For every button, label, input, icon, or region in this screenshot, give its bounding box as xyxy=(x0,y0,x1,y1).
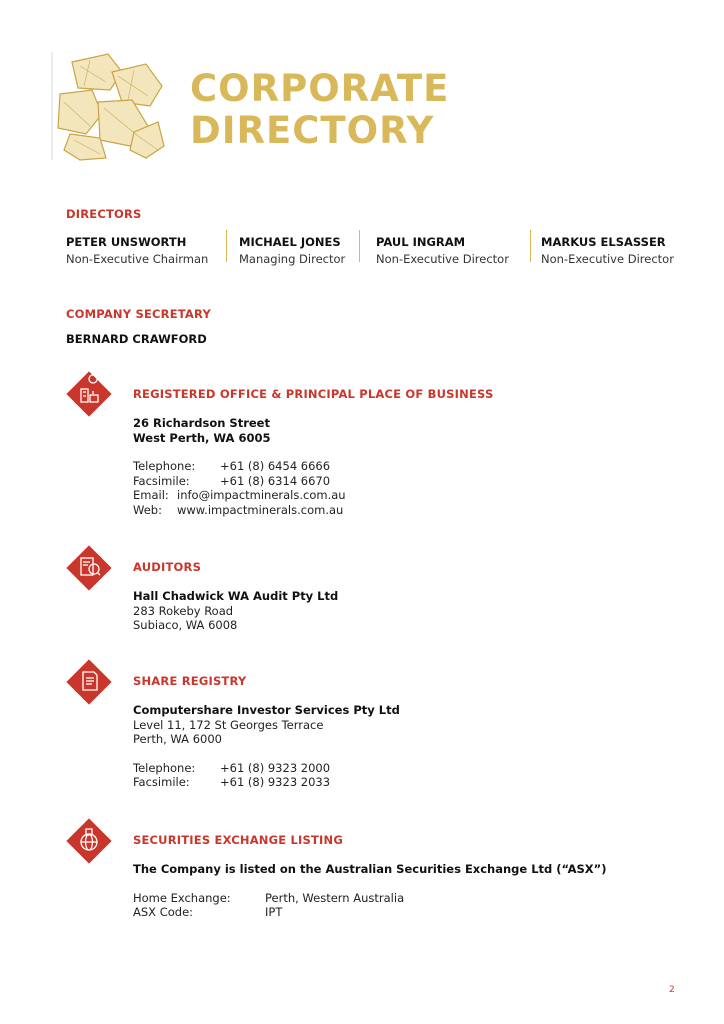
office-heading: REGISTERED OFFICE & PRINCIPAL PLACE OF BUSINESS xyxy=(133,387,494,401)
home-exchange-label: Home Exchange: xyxy=(133,890,231,905)
audit-document-icon xyxy=(66,545,112,591)
title-line-2: DIRECTORY xyxy=(190,109,435,152)
listing-statement: The Company is listed on the Australian Securities Exchange Ltd (“ASX”) xyxy=(133,862,607,876)
home-exchange-value: Perth, Western Australia xyxy=(265,890,405,905)
registry-heading: SHARE REGISTRY xyxy=(133,674,247,688)
listing-details xyxy=(133,862,606,920)
director-1 xyxy=(66,235,208,266)
email-link[interactable]: info@impactminerals.com.au xyxy=(177,488,346,503)
auditor-address-1: 283 Rokeby Road xyxy=(133,603,234,618)
director-4 xyxy=(541,235,674,266)
registry-address-1: Level 11, 172 St Georges Terrace xyxy=(133,717,324,732)
email-label: Email: xyxy=(133,488,169,503)
office-details xyxy=(133,416,346,518)
page-number: 2 xyxy=(669,985,675,995)
director-name: PAUL INGRAM xyxy=(376,235,466,249)
director-name: MICHAEL JONES xyxy=(239,235,341,249)
web-link[interactable]: www.impactminerals.com.au xyxy=(177,502,344,517)
title-line-1: CORPORATE xyxy=(190,67,450,110)
web-label: Web: xyxy=(133,502,162,517)
director-name: MARKUS ELSASSER xyxy=(541,235,666,249)
director-role: Non-Executive Director xyxy=(376,252,509,266)
facsimile-label: Facsimile: xyxy=(133,473,190,488)
director-role: Non-Executive Chairman xyxy=(66,252,209,266)
auditor-name: Hall Chadwick WA Audit Pty Ltd xyxy=(133,589,339,603)
director-2 xyxy=(239,235,345,266)
gold-nugget-icon xyxy=(50,42,168,164)
director-role: Managing Director xyxy=(239,252,346,266)
telephone-label: Telephone: xyxy=(133,459,196,474)
telephone-label: Telephone: xyxy=(133,760,196,775)
auditor-address-2: Subiaco, WA 6008 xyxy=(133,618,238,633)
telephone-value: +61 (8) 6454 6666 xyxy=(220,459,331,474)
divider xyxy=(359,230,360,262)
director-name: PETER UNSWORTH xyxy=(66,235,187,249)
office-address-2: West Perth, WA 6005 xyxy=(133,430,271,445)
registry-address-2: Perth, WA 6000 xyxy=(133,732,222,747)
globe-building-icon xyxy=(66,818,112,864)
divider xyxy=(226,230,227,262)
secretary-name: BERNARD CRAWFORD xyxy=(66,332,207,346)
directors-heading: DIRECTORS xyxy=(66,207,142,221)
registry-document-icon xyxy=(66,659,112,705)
registry-details xyxy=(133,703,400,790)
auditors-heading: AUDITORS xyxy=(133,560,202,574)
facsimile-value: +61 (8) 6314 6670 xyxy=(220,473,331,488)
telephone-value: +61 (8) 9323 2000 xyxy=(220,760,331,775)
asx-code-label: ASX Code: xyxy=(133,905,194,920)
director-role: Non-Executive Director xyxy=(541,252,674,266)
director-3 xyxy=(376,235,509,266)
divider xyxy=(530,230,531,262)
page-title xyxy=(190,68,449,152)
asx-code-value: IPT xyxy=(265,905,283,920)
facsimile-value: +61 (8) 9323 2033 xyxy=(220,775,331,790)
facsimile-label: Facsimile: xyxy=(133,775,190,790)
auditors-details xyxy=(133,589,338,633)
office-address-1: 26 Richardson Street xyxy=(133,416,270,430)
registry-name: Computershare Investor Services Pty Ltd xyxy=(133,703,400,717)
location-pin-icon xyxy=(66,371,112,417)
listing-heading: SECURITIES EXCHANGE LISTING xyxy=(133,833,343,847)
secretary-heading: COMPANY SECRETARY xyxy=(66,307,211,321)
